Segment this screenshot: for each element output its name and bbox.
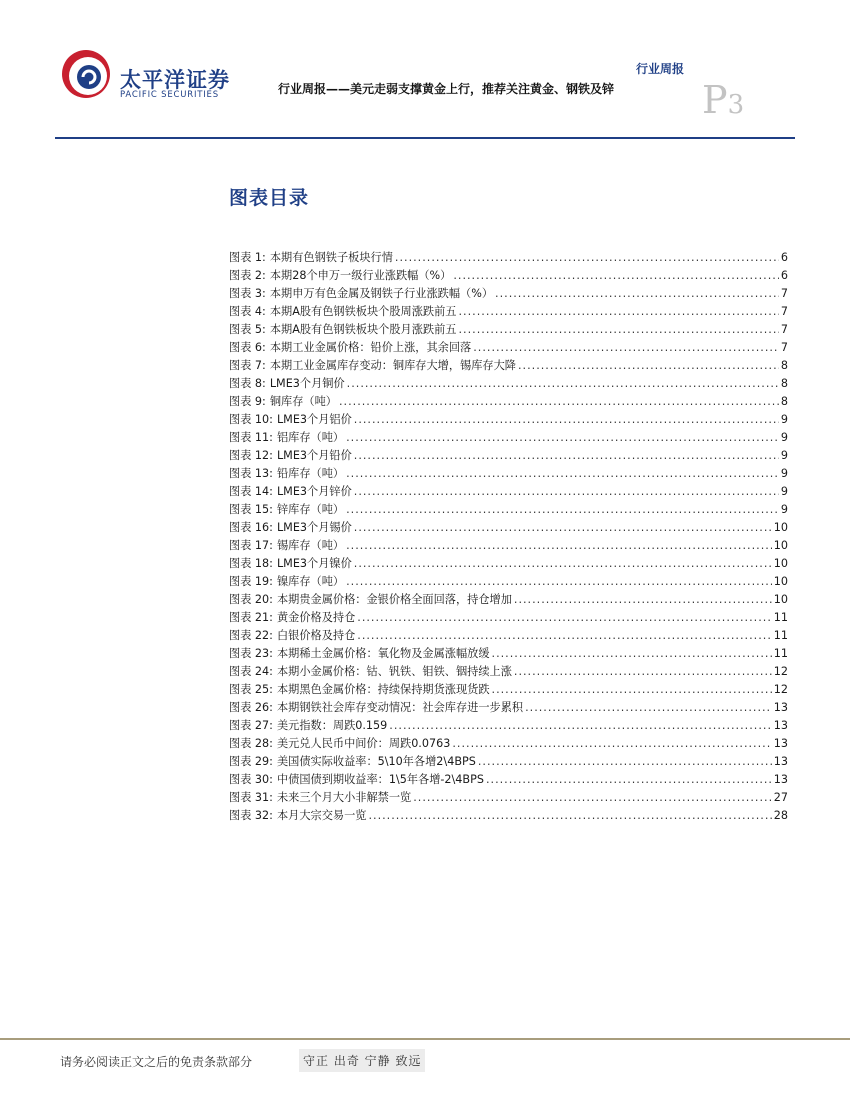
toc-entry[interactable] bbox=[229, 465, 788, 483]
toc-entry-number: 图表 1: bbox=[229, 251, 266, 264]
toc-entry-title: LME3个月铜价 bbox=[269, 377, 345, 390]
footer-motto: 守正 出奇 宁静 致远 bbox=[299, 1049, 425, 1072]
toc-entry[interactable] bbox=[229, 753, 788, 771]
toc-leader-dots bbox=[453, 269, 779, 282]
toc-entry[interactable] bbox=[229, 681, 788, 699]
toc-entry-page: 10 bbox=[773, 539, 788, 552]
toc-entry-number: 图表 32: bbox=[229, 809, 273, 822]
toc-entry[interactable] bbox=[229, 483, 788, 501]
toc-entry-title: 本期黑色金属价格：持续保持期货涨现货跌 bbox=[276, 683, 490, 696]
toc-entry[interactable] bbox=[229, 555, 788, 573]
toc-entry[interactable] bbox=[229, 501, 788, 519]
toc-entry-page: 10 bbox=[773, 521, 788, 534]
table-of-figures bbox=[229, 249, 788, 825]
toc-entry-title: 未来三个月大小非解禁一览 bbox=[276, 791, 412, 804]
toc-leader-dots bbox=[486, 773, 772, 786]
toc-entry-number: 图表 26: bbox=[229, 701, 273, 714]
toc-entry-title: 本期A股有色钢铁板块个股月涨跌前五 bbox=[269, 323, 457, 336]
brand-name: 太平洋证券 bbox=[120, 68, 230, 92]
toc-entry-page: 11 bbox=[773, 629, 788, 642]
toc-leader-dots bbox=[346, 431, 779, 444]
toc-entry[interactable] bbox=[229, 735, 788, 753]
header-divider bbox=[55, 137, 795, 139]
toc-entry-page: 11 bbox=[773, 611, 788, 624]
toc-heading: 图表目录 bbox=[229, 187, 310, 209]
toc-entry-title: 本期小金属价格：钴、钒铁、钼铁、铟持续上涨 bbox=[276, 665, 512, 678]
toc-leader-dots bbox=[458, 323, 778, 336]
toc-leader-dots bbox=[514, 665, 772, 678]
toc-entry-number: 图表 20: bbox=[229, 593, 273, 606]
toc-entry-number: 图表 10: bbox=[229, 413, 273, 426]
toc-entry[interactable] bbox=[229, 249, 788, 267]
toc-entry-page: 11 bbox=[773, 647, 788, 660]
toc-leader-dots bbox=[346, 575, 772, 588]
toc-entry-number: 图表 6: bbox=[229, 341, 266, 354]
toc-entry-number: 图表 12: bbox=[229, 449, 273, 462]
toc-entry-number: 图表 22: bbox=[229, 629, 273, 642]
toc-entry-page: 13 bbox=[773, 719, 788, 732]
toc-entry-title: 锌库存（吨） bbox=[276, 503, 345, 516]
brand-name-en: PACIFIC SECURITIES bbox=[120, 90, 219, 100]
toc-entry-number: 图表 31: bbox=[229, 791, 273, 804]
toc-leader-dots bbox=[354, 521, 772, 534]
toc-entry-page: 9 bbox=[780, 503, 788, 516]
toc-entry[interactable] bbox=[229, 321, 788, 339]
pacific-securities-logo bbox=[60, 48, 112, 100]
toc-entry-title: 锡库存（吨） bbox=[276, 539, 345, 552]
toc-entry-page: 7 bbox=[780, 305, 788, 318]
toc-entry-page: 12 bbox=[773, 665, 788, 678]
toc-entry[interactable] bbox=[229, 627, 788, 645]
toc-leader-dots bbox=[346, 503, 779, 516]
toc-leader-dots bbox=[346, 467, 779, 480]
page-header bbox=[0, 0, 850, 140]
toc-entry-page: 6 bbox=[780, 269, 788, 282]
toc-entry-page: 10 bbox=[773, 557, 788, 570]
toc-leader-dots bbox=[492, 647, 772, 660]
toc-leader-dots bbox=[357, 629, 771, 642]
toc-entry[interactable] bbox=[229, 447, 788, 465]
toc-entry-number: 图表 7: bbox=[229, 359, 266, 372]
toc-entry[interactable] bbox=[229, 591, 788, 609]
toc-entry-number: 图表 16: bbox=[229, 521, 273, 534]
toc-leader-dots bbox=[452, 737, 771, 750]
toc-entry-number: 图表 3: bbox=[229, 287, 266, 300]
toc-entry-page: 7 bbox=[780, 341, 788, 354]
toc-leader-dots bbox=[525, 701, 772, 714]
toc-entry-page: 9 bbox=[780, 485, 788, 498]
toc-entry-title: 本期稀土金属价格：氧化物及金属涨幅放缓 bbox=[276, 647, 490, 660]
toc-leader-dots bbox=[492, 683, 772, 696]
toc-entry-page: 13 bbox=[773, 737, 788, 750]
toc-leader-dots bbox=[473, 341, 779, 354]
toc-entry-page: 27 bbox=[773, 791, 788, 804]
footer-disclaimer: 请务必阅读正文之后的免责条款部分 bbox=[60, 1055, 253, 1069]
toc-entry-page: 9 bbox=[780, 431, 788, 444]
toc-leader-dots bbox=[354, 449, 779, 462]
toc-entry[interactable] bbox=[229, 771, 788, 789]
page-letter: P bbox=[702, 78, 728, 122]
toc-leader-dots bbox=[389, 719, 771, 732]
toc-entry-number: 图表 13: bbox=[229, 467, 273, 480]
toc-entry-number: 图表 18: bbox=[229, 557, 273, 570]
toc-leader-dots bbox=[354, 557, 772, 570]
toc-entry-number: 图表 8: bbox=[229, 377, 266, 390]
toc-entry-title: 本期贵金属价格：金银价格全面回落，持仓增加 bbox=[276, 593, 512, 606]
toc-leader-dots bbox=[495, 287, 779, 300]
toc-entry-title: 铜库存（吨） bbox=[269, 395, 337, 408]
toc-entry-page: 13 bbox=[773, 755, 788, 768]
toc-entry-title: 本期钢铁社会库存变动情况：社会库存进一步累积 bbox=[276, 701, 524, 714]
toc-entry[interactable] bbox=[229, 645, 788, 663]
page-digit: 3 bbox=[727, 90, 745, 120]
toc-entry-number: 图表 27: bbox=[229, 719, 273, 732]
toc-leader-dots bbox=[357, 611, 771, 624]
toc-entry[interactable] bbox=[229, 663, 788, 681]
toc-entry-number: 图表 30: bbox=[229, 773, 273, 786]
toc-leader-dots bbox=[478, 755, 772, 768]
toc-entry-title: 白银价格及持仓 bbox=[276, 629, 356, 642]
toc-entry[interactable] bbox=[229, 717, 788, 735]
toc-leader-dots bbox=[518, 359, 779, 372]
toc-entry-title: 本期28个申万一级行业涨跌幅（%） bbox=[269, 269, 452, 282]
toc-leader-dots bbox=[458, 305, 778, 318]
toc-entry-title: 镍库存（吨） bbox=[276, 575, 345, 588]
toc-entry-page: 7 bbox=[780, 287, 788, 300]
toc-entry-number: 图表 29: bbox=[229, 755, 273, 768]
toc-entry-title: 本期有色钢铁子板块行情 bbox=[269, 251, 393, 264]
toc-entry[interactable] bbox=[229, 375, 788, 393]
toc-entry-title: LME3个月锌价 bbox=[276, 485, 352, 498]
toc-entry-number: 图表 2: bbox=[229, 269, 266, 282]
toc-entry[interactable] bbox=[229, 393, 788, 411]
footer-divider bbox=[0, 1038, 850, 1040]
toc-entry-title: 铅库存（吨） bbox=[276, 467, 345, 480]
toc-entry-title: 本期工业金属价格：铅价上涨，其余回落 bbox=[269, 341, 472, 354]
toc-leader-dots bbox=[514, 593, 772, 606]
toc-leader-dots bbox=[354, 485, 779, 498]
toc-entry-number: 图表 11: bbox=[229, 431, 273, 444]
toc-entry-page: 10 bbox=[773, 575, 788, 588]
toc-entry-page: 12 bbox=[773, 683, 788, 696]
toc-entry-page: 13 bbox=[773, 773, 788, 786]
toc-entry[interactable] bbox=[229, 789, 788, 807]
toc-entry-page: 9 bbox=[780, 467, 788, 480]
toc-entry-title: 中债国债到期收益率：1\5年各增-2\4BPS bbox=[276, 773, 484, 786]
toc-entry[interactable] bbox=[229, 339, 788, 357]
toc-entry-page: 13 bbox=[773, 701, 788, 714]
toc-entry-number: 图表 5: bbox=[229, 323, 266, 336]
toc-entry-number: 图表 9: bbox=[229, 395, 266, 408]
toc-entry-page: 8 bbox=[780, 359, 788, 372]
toc-entry-number: 图表 4: bbox=[229, 305, 266, 318]
toc-entry-title: 本月大宗交易一览 bbox=[276, 809, 367, 822]
toc-entry-page: 9 bbox=[780, 449, 788, 462]
toc-entry-title: LME3个月锡价 bbox=[276, 521, 352, 534]
toc-entry-title: 美国债实际收益率：5\10年各增2\4BPS bbox=[276, 755, 476, 768]
toc-entry-title: LME3个月铅价 bbox=[276, 449, 352, 462]
toc-entry-page: 10 bbox=[773, 593, 788, 606]
toc-entry-title: 本期申万有色金属及钢铁子行业涨跌幅（%） bbox=[269, 287, 494, 300]
toc-entry-number: 图表 23: bbox=[229, 647, 273, 660]
toc-entry[interactable] bbox=[229, 807, 788, 825]
toc-entry[interactable] bbox=[229, 303, 788, 321]
toc-entry-title: 本期工业金属库存变动：铜库存大增，锡库存大降 bbox=[269, 359, 516, 372]
toc-entry-title: LME3个月铝价 bbox=[276, 413, 352, 426]
toc-entry-number: 图表 15: bbox=[229, 503, 273, 516]
toc-entry[interactable] bbox=[229, 285, 788, 303]
report-type: 行业周报 bbox=[635, 62, 684, 76]
page-number bbox=[702, 78, 744, 122]
toc-entry[interactable] bbox=[229, 357, 788, 375]
toc-entry-page: 8 bbox=[780, 395, 788, 408]
toc-entry[interactable] bbox=[229, 411, 788, 429]
toc-entry-title: 本期A股有色钢铁板块个股周涨跌前五 bbox=[269, 305, 457, 318]
toc-entry[interactable] bbox=[229, 519, 788, 537]
toc-entry[interactable] bbox=[229, 429, 788, 447]
toc-entry-title: 美元指数：周跌0.159 bbox=[276, 719, 388, 732]
toc-leader-dots bbox=[347, 377, 779, 390]
toc-leader-dots bbox=[368, 809, 771, 822]
toc-entry-number: 图表 17: bbox=[229, 539, 273, 552]
toc-entry-number: 图表 25: bbox=[229, 683, 273, 696]
toc-entry-number: 图表 14: bbox=[229, 485, 273, 498]
toc-entry-number: 图表 21: bbox=[229, 611, 273, 624]
toc-entry-title: 黄金价格及持仓 bbox=[276, 611, 356, 624]
toc-entry-title: 铝库存（吨） bbox=[276, 431, 345, 444]
toc-entry-page: 7 bbox=[780, 323, 788, 336]
toc-entry-page: 28 bbox=[773, 809, 788, 822]
toc-entry-page: 6 bbox=[780, 251, 788, 264]
toc-entry[interactable] bbox=[229, 537, 788, 555]
toc-leader-dots bbox=[354, 413, 779, 426]
toc-entry-number: 图表 24: bbox=[229, 665, 273, 678]
toc-leader-dots bbox=[346, 539, 772, 552]
toc-entry[interactable] bbox=[229, 699, 788, 717]
toc-leader-dots bbox=[395, 251, 779, 264]
report-title: 行业周报——美元走弱支撑黄金上行，推荐关注黄金、钢铁及锌 bbox=[278, 82, 615, 96]
toc-entry-page: 9 bbox=[780, 413, 788, 426]
toc-entry[interactable] bbox=[229, 573, 788, 591]
toc-entry[interactable] bbox=[229, 609, 788, 627]
toc-entry-page: 8 bbox=[780, 377, 788, 390]
toc-leader-dots bbox=[339, 395, 779, 408]
toc-entry-title: LME3个月镍价 bbox=[276, 557, 352, 570]
toc-entry[interactable] bbox=[229, 267, 788, 285]
toc-entry-number: 图表 28: bbox=[229, 737, 273, 750]
toc-leader-dots bbox=[413, 791, 772, 804]
toc-entry-title: 美元兑人民币中间价：周跌0.0763 bbox=[276, 737, 451, 750]
toc-entry-number: 图表 19: bbox=[229, 575, 273, 588]
